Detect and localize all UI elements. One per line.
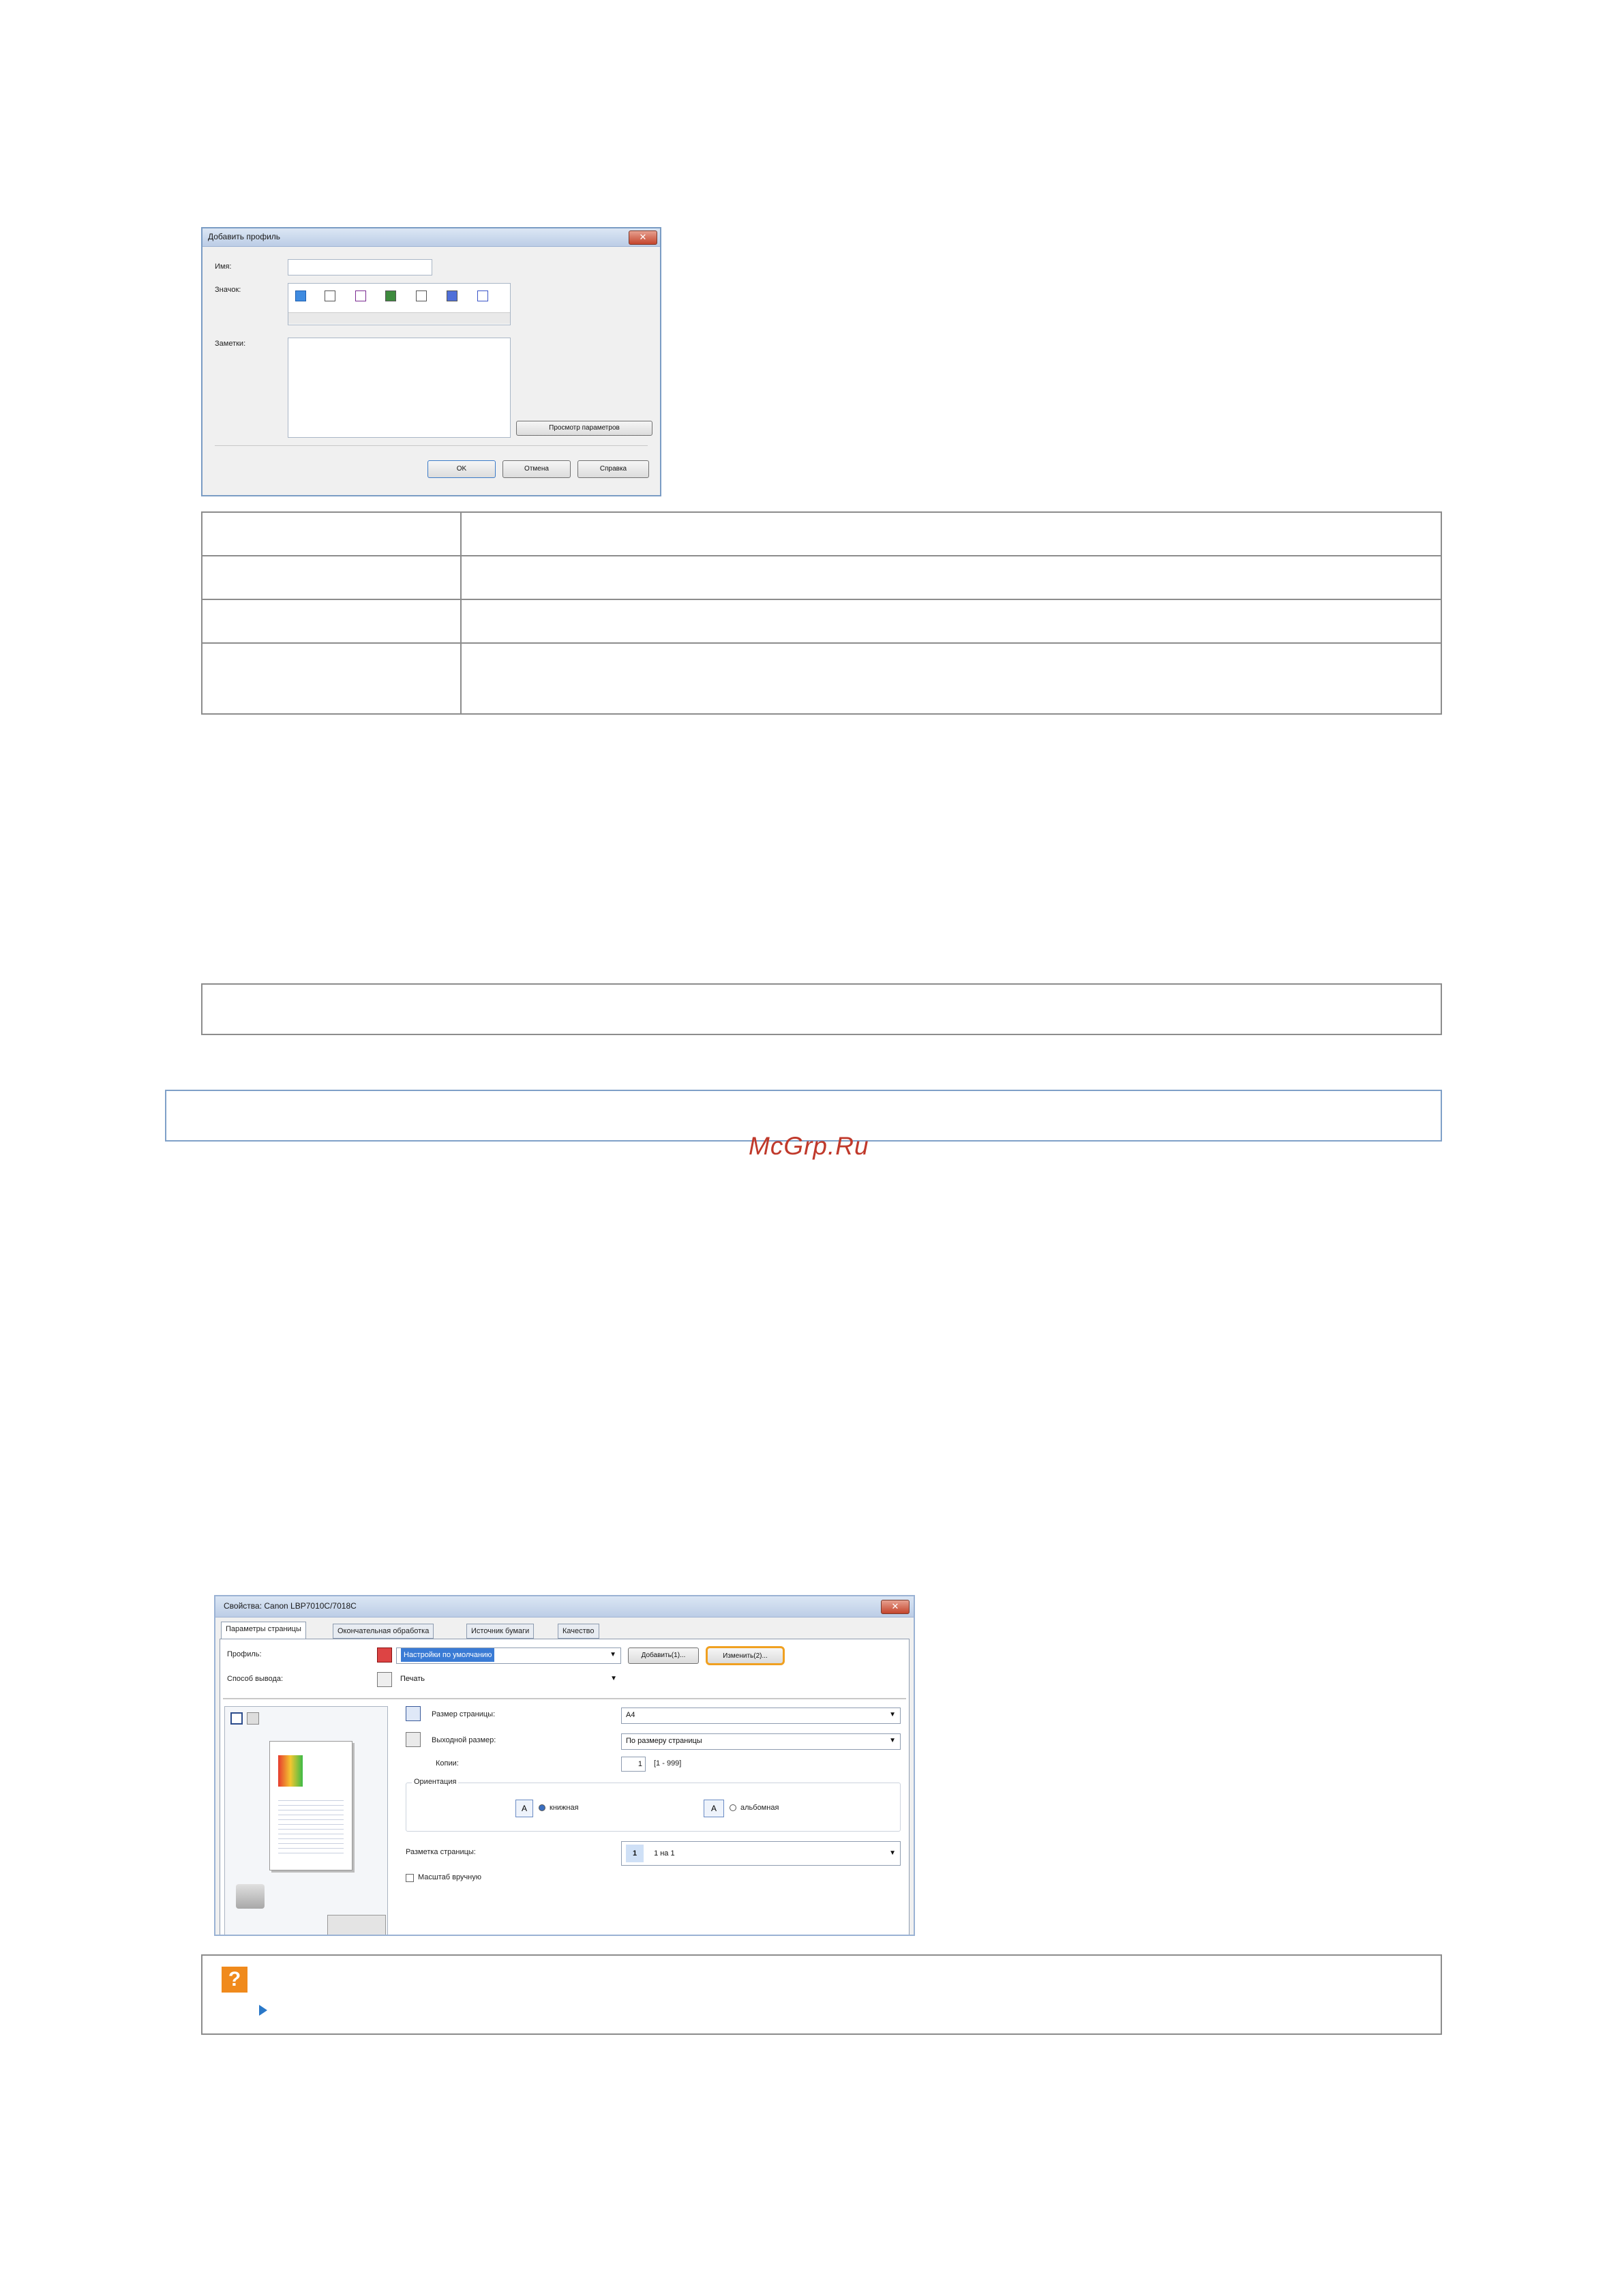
edit-profile-button[interactable]: Изменить(2)...: [706, 1646, 785, 1665]
profile-icon: [377, 1648, 392, 1663]
output-size-value: По размеру страницы: [626, 1737, 702, 1745]
separator: [223, 1698, 906, 1699]
profile-value: Настройки по умолчанию: [401, 1648, 494, 1662]
cancel-button[interactable]: Отмена: [502, 460, 571, 478]
add-profile-button[interactable]: Добавить(1)...: [628, 1648, 699, 1664]
page-view-icon[interactable]: [230, 1712, 243, 1725]
help-button[interactable]: Справка: [577, 460, 649, 478]
tab-finishing[interactable]: Окончательная обработка: [333, 1624, 434, 1639]
notes-textarea[interactable]: [288, 338, 511, 438]
tab-panel: [220, 1639, 910, 1936]
tab-paper-source[interactable]: Источник бумаги: [466, 1624, 534, 1639]
name-label: Имя:: [215, 263, 232, 271]
copies-label: Копии:: [436, 1759, 459, 1768]
layout-number: 1: [626, 1845, 644, 1862]
chevron-down-icon: ▼: [889, 1737, 896, 1744]
properties-titlebar: [215, 1596, 914, 1617]
profile-icon-6[interactable]: [447, 290, 457, 301]
page-preview: [269, 1741, 352, 1870]
icon-picker[interactable]: [288, 283, 511, 325]
close-icon[interactable]: ✕: [629, 230, 657, 245]
notes-label: Заметки:: [215, 340, 246, 348]
preview-settings-button[interactable]: Просмотр параметров: [516, 421, 652, 436]
table-cell: [202, 599, 461, 643]
question-icon: ?: [222, 1967, 247, 1993]
copies-value: 1: [637, 1760, 642, 1768]
page-size-value: A4: [626, 1711, 635, 1719]
table-cell: [461, 512, 1441, 556]
preview-pane: [224, 1706, 388, 1936]
output-method-value: Печать: [400, 1675, 425, 1683]
page-size-icon: [406, 1706, 421, 1721]
close-icon[interactable]: ✕: [881, 1600, 910, 1614]
profile-icon-2[interactable]: [325, 290, 335, 301]
profile-icon-3[interactable]: [355, 290, 366, 301]
printer-view-icon[interactable]: [247, 1712, 259, 1725]
table-cell: [202, 512, 461, 556]
icon-label: Значок:: [215, 286, 241, 294]
page-size-select[interactable]: [621, 1708, 901, 1724]
add-profile-title: Добавить профиль: [208, 232, 281, 241]
table-cell: [202, 556, 461, 599]
manual-scale-label: Масштаб вручную: [418, 1873, 482, 1881]
landscape-icon: A: [704, 1800, 724, 1817]
profile-select[interactable]: [396, 1648, 621, 1664]
preview-text-lines: [278, 1796, 344, 1858]
settings-view-icon[interactable]: [327, 1915, 386, 1936]
copies-range: [1 - 999]: [654, 1759, 682, 1768]
name-input[interactable]: [288, 259, 432, 275]
output-size-select[interactable]: [621, 1733, 901, 1750]
add-profile-dialog: [201, 227, 661, 496]
portrait-label: книжная: [550, 1804, 579, 1812]
preview-image: [278, 1755, 303, 1787]
orientation-label: Ориентация: [412, 1778, 458, 1786]
profile-icon-4[interactable]: [385, 290, 396, 301]
output-method-select[interactable]: [396, 1672, 621, 1688]
chevron-down-icon: ▼: [610, 1651, 616, 1658]
profile-icon-5[interactable]: [416, 290, 427, 301]
manual-scale-checkbox[interactable]: [406, 1874, 414, 1882]
output-method-label: Способ вывода:: [227, 1675, 284, 1683]
note-box: [201, 1954, 1442, 2035]
table-cell: [461, 599, 1441, 643]
watermark-text: McGrp.Ru: [749, 1132, 869, 1160]
add-profile-titlebar: [202, 228, 660, 247]
ok-button[interactable]: OK: [427, 460, 496, 478]
settings-table: [201, 511, 1442, 715]
profile-label: Профиль:: [227, 1650, 262, 1658]
page-size-label: Размер страницы:: [432, 1710, 496, 1718]
bullet-arrow-icon[interactable]: [259, 2005, 267, 2016]
portrait-icon: A: [515, 1800, 533, 1817]
tab-page-setup[interactable]: Параметры страницы: [221, 1622, 306, 1639]
profile-icon-7[interactable]: [477, 290, 488, 301]
note-box-empty: [201, 983, 1442, 1035]
orientation-group: [406, 1778, 901, 1832]
chevron-down-icon: ▼: [610, 1675, 617, 1682]
chevron-down-icon: ▼: [889, 1711, 896, 1718]
landscape-label: альбомная: [740, 1804, 779, 1812]
landscape-radio[interactable]: [730, 1804, 736, 1811]
portrait-radio[interactable]: [539, 1804, 545, 1811]
page-layout-select[interactable]: [621, 1841, 901, 1866]
output-size-label: Выходной размер:: [432, 1736, 496, 1744]
printer-illustration-icon: [236, 1884, 265, 1909]
tab-quality[interactable]: Качество: [558, 1624, 599, 1639]
printer-properties-dialog: [214, 1595, 915, 1936]
properties-title: Свойства: Canon LBP7010C/7018C: [224, 1601, 357, 1611]
separator: [215, 445, 648, 446]
table-cell: [461, 556, 1441, 599]
page-layout-label: Разметка страницы:: [406, 1848, 476, 1856]
table-cell: [461, 643, 1441, 714]
output-size-icon: [406, 1732, 421, 1747]
copies-stepper[interactable]: [621, 1757, 646, 1772]
icon-scrollbar[interactable]: [288, 312, 510, 324]
chevron-down-icon: ▼: [889, 1849, 896, 1857]
page-layout-value: 1 на 1: [654, 1849, 675, 1858]
profile-icon-1[interactable]: [295, 290, 306, 301]
printer-icon: [377, 1672, 392, 1687]
table-cell: [202, 643, 461, 714]
